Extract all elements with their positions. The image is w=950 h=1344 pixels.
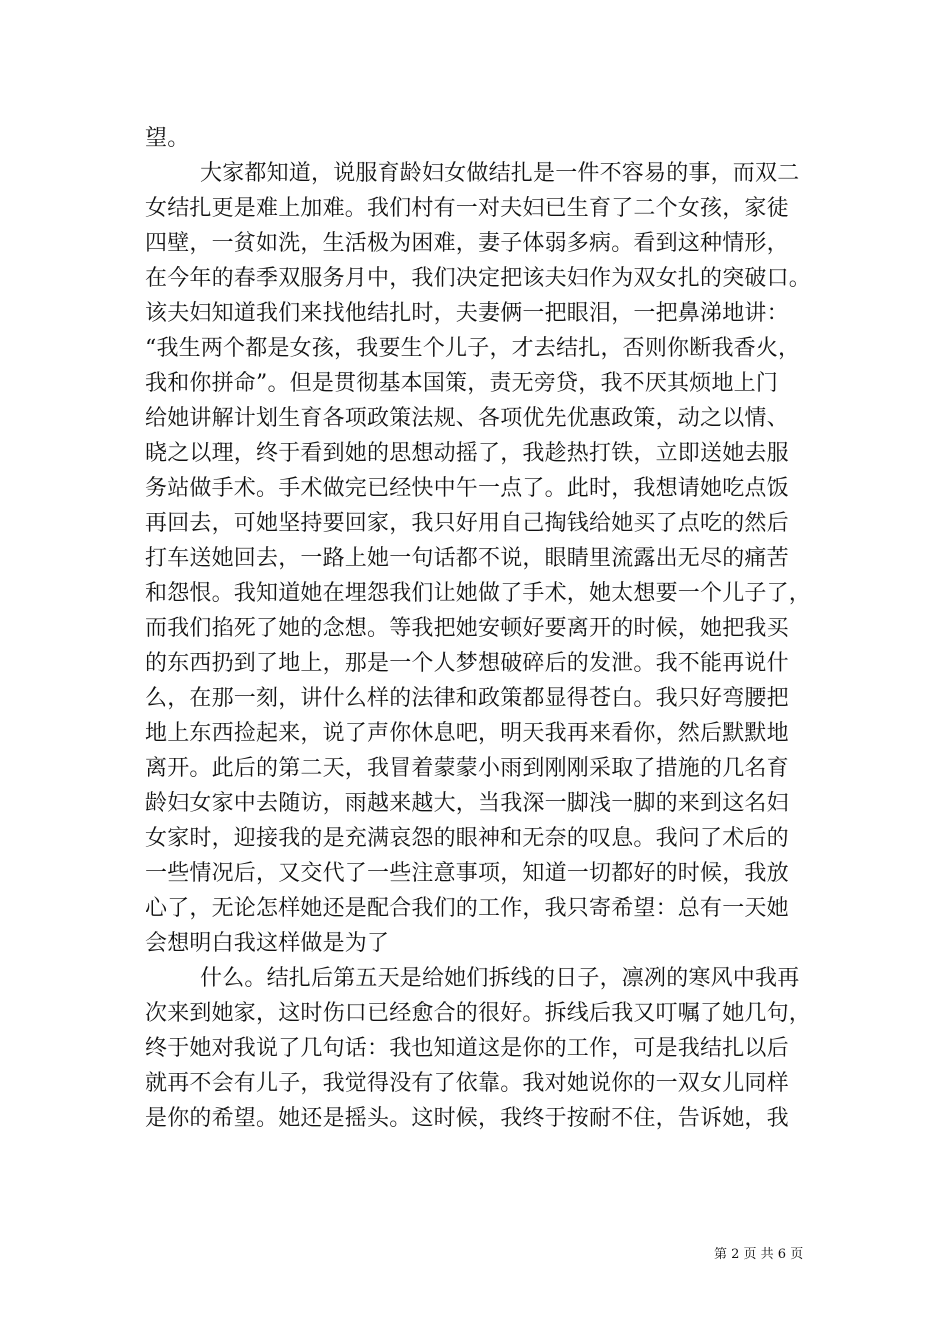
text-line: 地上东西捡起来，说了声你休息吧，明天我再来看你，然后默默地 [145, 721, 789, 746]
page-number-footer: 第 2 页 共 6 页 [714, 1247, 804, 1262]
text-line: 龄妇女家中去随访，雨越来越大，当我深一脚浅一脚的来到这名妇 [145, 791, 789, 816]
text-line: 的东西扔到了地上，那是一个人梦想破碎后的发泄。我不能再说什 [145, 651, 789, 676]
text-line: 和怨恨。我知道她在埋怨我们让她做了手术，她太想要一个儿子了， [145, 581, 812, 606]
text-line: 再回去，可她坚持要回家，我只好用自己掏钱给她买了点吃的然后 [145, 511, 789, 536]
text-line: 次来到她家，这时伤口已经愈合的很好。拆线后我又叮嘱了她几句， [145, 1001, 812, 1026]
text-line: 一些情况后，又交代了一些注意事项，知道一切都好的时候，我放 [145, 861, 789, 886]
text-line: 四壁，一贫如洗，生活极为困难，妻子体弱多病。看到这种情形， [145, 231, 789, 256]
text-line: 该夫妇知道我们来找他结扎时，夫妻俩一把眼泪，一把鼻涕地讲： [145, 301, 789, 326]
text-line: 终于她对我说了几句话：我也知道这是你的工作，可是我结扎以后 [145, 1036, 789, 1061]
text-line: 女家时，迎接我的是充满哀怨的眼神和无奈的叹息。我问了术后的 [145, 826, 789, 851]
text-line: “我生两个都是女孩，我要生个儿子，才去结扎，否则你断我香火， [145, 336, 801, 361]
paragraph-start-line: 什么。结扎后第五天是给她们拆线的日子，凛冽的寒风中我再 [200, 966, 800, 991]
text-line: 会想明白我这样做是为了 [145, 931, 390, 956]
text-line: 晓之以理，终于看到她的思想动摇了，我趁热打铁，立即送她去服 [145, 441, 789, 466]
text-line: 给她讲解计划生育各项政策法规、各项优先优惠政策，动之以情、 [145, 406, 789, 431]
text-line: 离开。此后的第二天，我冒着蒙蒙小雨到刚刚采取了措施的几名育 [145, 756, 789, 781]
text-line: 而我们掐死了她的念想。等我把她安顿好要离开的时候，她把我买 [145, 616, 789, 641]
text-line: 么，在那一刻，讲什么样的法律和政策都显得苍白。我只好弯腰把 [145, 686, 789, 711]
text-line: 心了，无论怎样她还是配合我们的工作，我只寄希望：总有一天她 [145, 896, 789, 921]
text-line: 望。 [145, 126, 190, 151]
text-line: 务站做手术。手术做完已经快中午一点了。此时，我想请她吃点饭 [145, 476, 789, 501]
text-line: 就再不会有儿子，我觉得没有了依靠。我对她说你的一双女儿同样 [145, 1071, 789, 1096]
text-line: 在今年的春季双服务月中，我们决定把该夫妇作为双女扎的突破口。 [145, 266, 812, 291]
text-line: 打车送她回去，一路上她一句话都不说，眼睛里流露出无尽的痛苦 [145, 546, 789, 571]
text-line: 我和你拼命”。但是贯彻基本国策，责无旁贷，我不厌其烦地上门 [145, 371, 779, 396]
paragraph-start-line: 大家都知道，说服育龄妇女做结扎是一件不容易的事，而双二 [200, 161, 800, 186]
text-line: 女结扎更是难上加难。我们村有一对夫妇已生育了二个女孩，家徒 [145, 196, 789, 221]
text-line: 是你的希望。她还是摇头。这时候，我终于按耐不住，告诉她，我 [145, 1106, 789, 1131]
